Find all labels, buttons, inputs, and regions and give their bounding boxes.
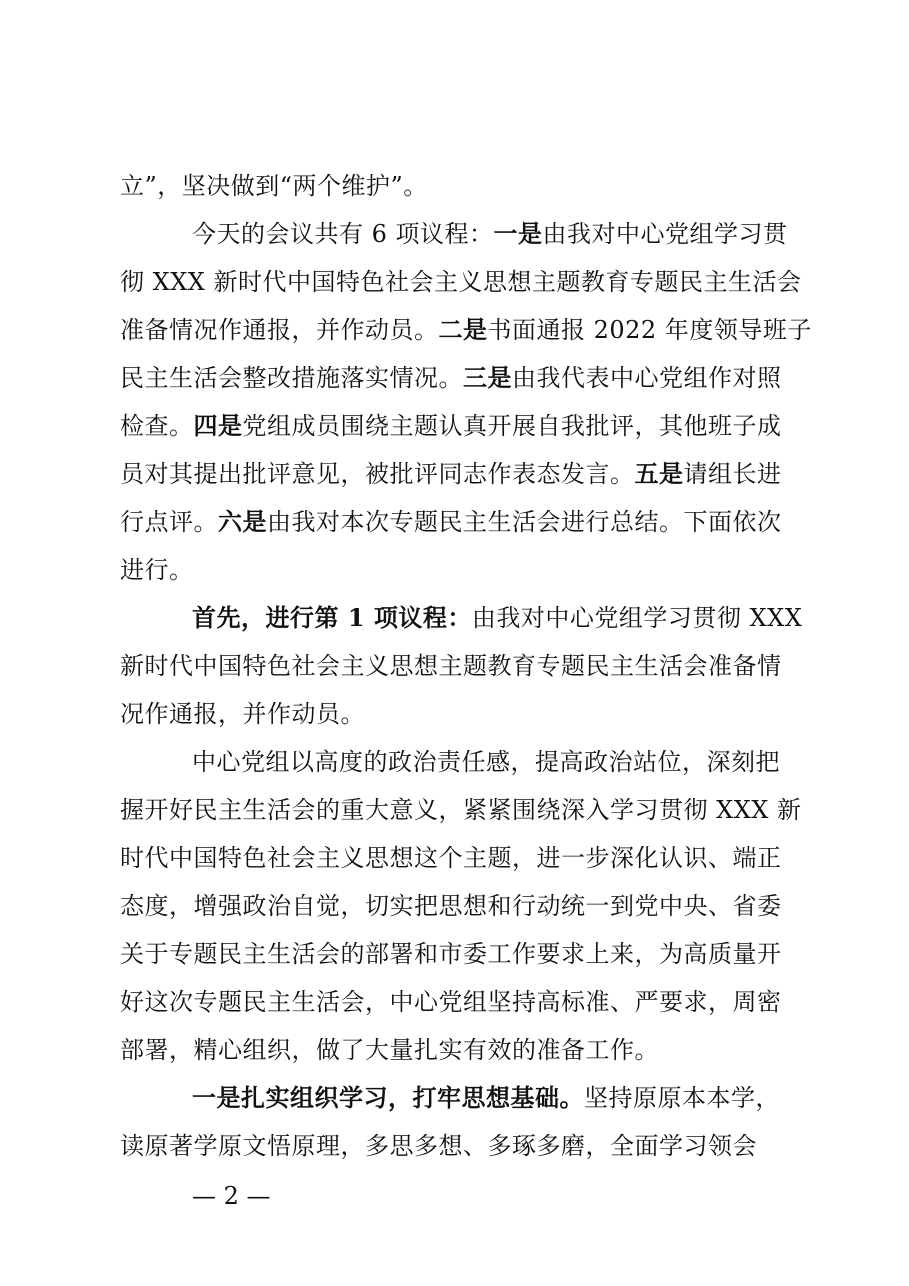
paragraph-line <box>120 842 810 874</box>
text-run: 握开好民主生活会的重大意义，紧紧围绕深入学习贯彻 XXX 新 <box>120 796 802 824</box>
text-run: 态度，增强政治自觉，切实把思想和行动统一到党中央、省委 <box>120 892 782 920</box>
paragraph-line <box>120 506 810 538</box>
paragraph-line <box>120 458 810 490</box>
text-run: 好这次专题民主生活会，中心党组坚持高标准、严要求，周密 <box>120 988 782 1016</box>
paragraph-line <box>192 218 810 250</box>
bold-text-run: 二是 <box>438 315 488 344</box>
text-run: 由我代表中心党组作对照 <box>512 364 782 392</box>
text-run: 今天的会议共有 6 项议程： <box>192 220 494 248</box>
paragraph-line <box>192 746 810 778</box>
bold-text-run: 六是 <box>218 507 267 536</box>
paragraph-line <box>120 410 810 442</box>
text-run: 书面通报 2022 年度领导班子 <box>487 316 812 344</box>
bold-text-run: 五是 <box>634 459 684 488</box>
paragraph-line <box>120 698 810 730</box>
paragraph-line <box>192 602 810 634</box>
page-number: — 2 — <box>192 1182 271 1210</box>
text-run: 由我对本次专题民主生活会进行总结。下面依次 <box>267 508 782 536</box>
text-run: 民主生活会整改措施落实情况。 <box>120 364 463 392</box>
text-run: 立”，坚决做到“两个维护”。 <box>120 172 428 200</box>
text-run: 请组长进 <box>683 460 782 488</box>
text-run: 准备情况作通报，并作动员。 <box>120 316 439 344</box>
text-run: 读原著学原文悟原理，多思多想、多琢多磨，全面学习领会 <box>120 1132 757 1160</box>
paragraph-line <box>120 170 810 202</box>
text-run: 进行。 <box>120 556 194 584</box>
text-run: 坚持原原本本学， <box>584 1084 780 1112</box>
text-run: 员对其提出批评意见，被批评同志作表态发言。 <box>120 460 635 488</box>
paragraph-line <box>192 1082 810 1114</box>
text-run: 关于专题民主生活会的部署和市委工作要求上来，为高质量开 <box>120 940 782 968</box>
text-run: 党组成员围绕主题认真开展自我批评，其他班子成 <box>242 412 782 440</box>
text-run: 时代中国特色社会主义思想这个主题，进一步深化认识、端正 <box>120 844 782 872</box>
paragraph-line <box>120 1034 810 1066</box>
text-run: 行点评。 <box>120 508 218 536</box>
bold-text-run: 三是 <box>463 363 512 392</box>
text-run: 由我对中心党组学习贯彻 XXX <box>471 604 803 632</box>
bold-text-run: 四是 <box>193 411 243 440</box>
bold-text-run: 一是扎实组织学习，打牢思想基础。 <box>192 1083 584 1112</box>
text-run: 部署，精心组织，做了大量扎实有效的准备工作。 <box>120 1036 659 1064</box>
text-run: 彻 XXX 新时代中国特色社会主义思想主题教育专题民主生活会 <box>120 268 802 296</box>
paragraph-line <box>120 362 810 394</box>
paragraph-line <box>120 938 810 970</box>
text-run: 新时代中国特色社会主义思想主题教育专题民主生活会准备情 <box>120 652 782 680</box>
bold-text-run: 首先，进行第 1 项议程： <box>192 603 472 632</box>
paragraph-line <box>120 1130 810 1162</box>
paragraph-line <box>120 266 810 298</box>
paragraph-line <box>120 314 810 346</box>
text-run: 中心党组以高度的政治责任感，提高政治站位，深刻把 <box>192 748 780 776</box>
bold-text-run: 一是 <box>493 219 543 248</box>
text-run: 由我对中心党组学习贯 <box>542 220 788 248</box>
paragraph-line <box>120 650 810 682</box>
paragraph-line <box>120 554 810 586</box>
paragraph-line <box>120 986 810 1018</box>
text-run: 检查。 <box>120 412 194 440</box>
paragraph-line <box>120 890 810 922</box>
paragraph-line <box>120 794 810 826</box>
text-run: 况作通报，并作动员。 <box>120 700 365 728</box>
